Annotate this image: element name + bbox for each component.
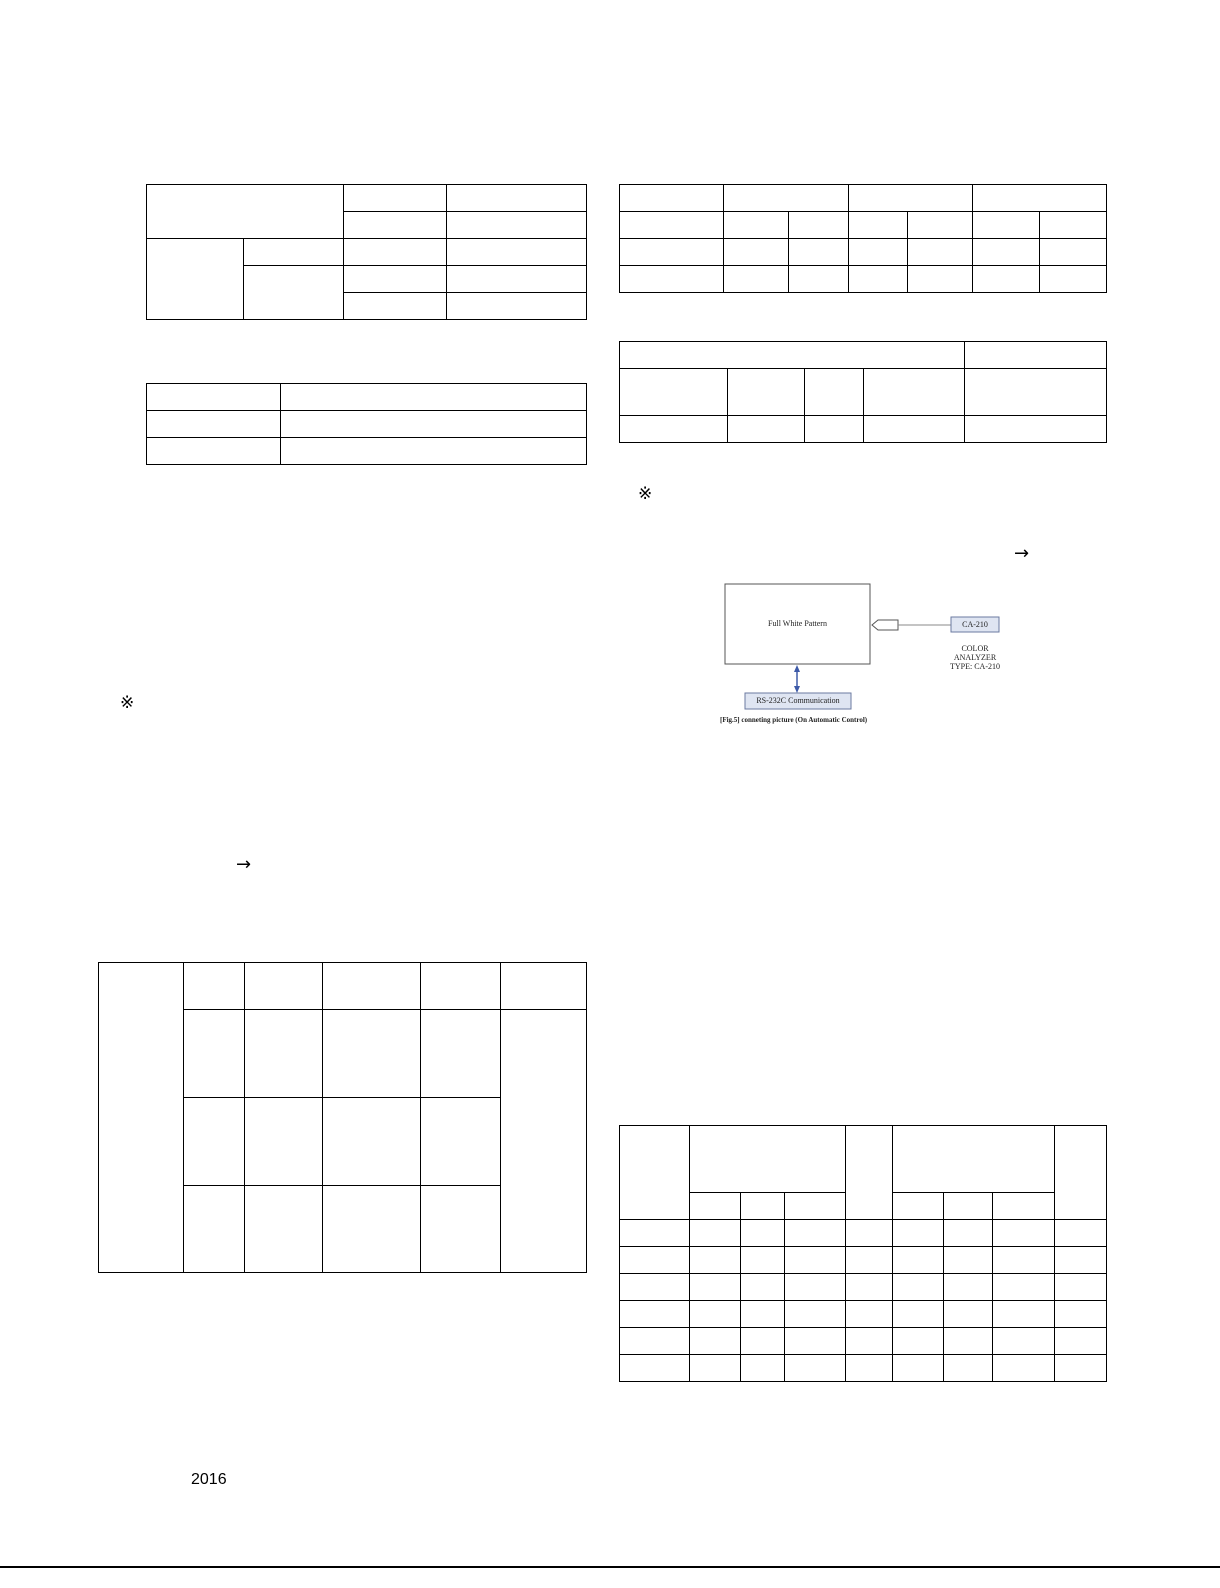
- table-row: [620, 342, 1107, 369]
- table-cell: [993, 1355, 1055, 1382]
- table-cell: [147, 185, 344, 239]
- table-cell: [741, 1355, 785, 1382]
- table-cell: [1040, 239, 1107, 266]
- table-cell: [620, 369, 728, 416]
- table-cell: [344, 266, 447, 293]
- table-cell: [973, 266, 1040, 293]
- table-cell: [864, 416, 965, 443]
- table-cell: [724, 239, 789, 266]
- table-cell: [245, 1186, 323, 1273]
- table-cell: [1055, 1328, 1107, 1355]
- table-cell: [99, 963, 184, 1273]
- table-row: [147, 384, 587, 411]
- table-cell: [846, 1126, 893, 1220]
- table-cell: [184, 1098, 245, 1186]
- table-cell: [620, 1328, 690, 1355]
- table-cell: [789, 266, 849, 293]
- table-cell: [805, 369, 864, 416]
- table-cell: [1040, 266, 1107, 293]
- table-row: [620, 1301, 1107, 1328]
- figure-caption: [Fig.5] conneting picture (On Automatic Control): [720, 716, 868, 724]
- table-cell: [973, 212, 1040, 239]
- table-cell: [690, 1247, 741, 1274]
- table-cell: [147, 438, 281, 465]
- table-row: [99, 963, 587, 1010]
- table-cell: [846, 1274, 893, 1301]
- table-cell: [893, 1328, 944, 1355]
- table-row: [620, 266, 1107, 293]
- table-cell: [893, 1193, 944, 1220]
- table-cell: [245, 963, 323, 1010]
- table-cell: [785, 1355, 846, 1382]
- table-cell: [447, 239, 587, 266]
- table-cell: [741, 1220, 785, 1247]
- table-row: [620, 212, 1107, 239]
- table-cell: [864, 369, 965, 416]
- table-cell: [620, 185, 724, 212]
- arrow-glyph-right: →: [1014, 543, 1030, 564]
- arrow-up-icon: [794, 665, 800, 672]
- table-cell: [849, 185, 973, 212]
- table-cell: [323, 1186, 421, 1273]
- table-cell: [965, 369, 1107, 416]
- table-cell: [184, 1010, 245, 1098]
- table-cell: [184, 1186, 245, 1273]
- table-cell: [893, 1355, 944, 1382]
- table-cell: [893, 1126, 1055, 1193]
- table-cell: [147, 411, 281, 438]
- table-cell: [620, 342, 965, 369]
- table-cell: [620, 1274, 690, 1301]
- table-row: [620, 1274, 1107, 1301]
- table-cell: [1055, 1355, 1107, 1382]
- table-row: [620, 1220, 1107, 1247]
- table-cell: [245, 1098, 323, 1186]
- table-cell: [785, 1301, 846, 1328]
- table-row: [620, 416, 1107, 443]
- table-row: [147, 239, 587, 266]
- table-cell: [447, 266, 587, 293]
- table-cell: [690, 1355, 741, 1382]
- table-cell: [993, 1247, 1055, 1274]
- table-cell: [447, 212, 587, 239]
- table-row: [147, 185, 587, 212]
- table-cell: [993, 1274, 1055, 1301]
- table-cell: [620, 1220, 690, 1247]
- table-cell: [785, 1247, 846, 1274]
- table-cell: [620, 1355, 690, 1382]
- table-cell: [620, 212, 724, 239]
- table-cell: [846, 1355, 893, 1382]
- table-cell: [908, 239, 973, 266]
- table-cell: [1055, 1301, 1107, 1328]
- table-cell: [785, 1328, 846, 1355]
- table-cell: [741, 1328, 785, 1355]
- table-e: [619, 341, 1107, 443]
- table-cell: [944, 1355, 993, 1382]
- table-cell: [846, 1301, 893, 1328]
- table-cell: [281, 438, 587, 465]
- table-cell: [1055, 1126, 1107, 1220]
- rs232-label: RS-232C Communication: [756, 696, 840, 705]
- table-cell: [846, 1220, 893, 1247]
- table-cell: [421, 1010, 501, 1098]
- table-cell: [944, 1247, 993, 1274]
- table-cell: [147, 239, 244, 320]
- table-cell: [323, 1010, 421, 1098]
- table-cell: [944, 1274, 993, 1301]
- table-row: [620, 1247, 1107, 1274]
- table-row: [620, 185, 1107, 212]
- table-cell: [789, 239, 849, 266]
- table-cell: [849, 266, 908, 293]
- table-cell: [620, 1247, 690, 1274]
- table-b: [146, 383, 587, 465]
- table-cell: [1055, 1220, 1107, 1247]
- table-row: [620, 1355, 1107, 1382]
- probe-icon: [872, 620, 898, 630]
- table-cell: [147, 384, 281, 411]
- table-cell: [690, 1126, 846, 1193]
- table-cell: [323, 1098, 421, 1186]
- table-cell: [944, 1220, 993, 1247]
- table-cell: [724, 185, 849, 212]
- reference-mark: ※: [120, 693, 135, 713]
- table-row: [620, 1328, 1107, 1355]
- table-cell: [973, 239, 1040, 266]
- table-c: [98, 962, 587, 1273]
- table-cell: [741, 1301, 785, 1328]
- table-cell: [728, 416, 805, 443]
- table-cell: [789, 212, 849, 239]
- table-cell: [1040, 212, 1107, 239]
- table-cell: [620, 239, 724, 266]
- table-cell: [944, 1301, 993, 1328]
- table-cell: [690, 1301, 741, 1328]
- table-cell: [344, 239, 447, 266]
- table-cell: [184, 963, 245, 1010]
- table-cell: [908, 266, 973, 293]
- table-cell: [785, 1220, 846, 1247]
- table-cell: [965, 342, 1107, 369]
- table-cell: [421, 1098, 501, 1186]
- table-cell: [893, 1247, 944, 1274]
- table-cell: [344, 293, 447, 320]
- reference-mark-right: ※: [638, 484, 653, 504]
- table-cell: [993, 1220, 1055, 1247]
- table-cell: [908, 212, 973, 239]
- table-cell: [785, 1274, 846, 1301]
- table-cell: [690, 1220, 741, 1247]
- table-cell: [893, 1301, 944, 1328]
- table-cell: [944, 1193, 993, 1220]
- table-cell: [805, 416, 864, 443]
- table-cell: [993, 1193, 1055, 1220]
- table-cell: [620, 416, 728, 443]
- table-cell: [447, 293, 587, 320]
- pattern-label: Full White Pattern: [768, 619, 827, 628]
- table-cell: [447, 185, 587, 212]
- analyzer-caption-2: ANALYZER: [953, 653, 997, 662]
- table-cell: [323, 963, 421, 1010]
- analyzer-box-label: CA-210: [962, 620, 988, 629]
- table-cell: [244, 239, 344, 266]
- table-cell: [724, 266, 789, 293]
- table-row: [620, 369, 1107, 416]
- table-cell: [690, 1328, 741, 1355]
- table-cell: [741, 1274, 785, 1301]
- table-cell: [344, 212, 447, 239]
- table-cell: [993, 1328, 1055, 1355]
- table-cell: [281, 384, 587, 411]
- table-cell: [849, 212, 908, 239]
- table-cell: [620, 1301, 690, 1328]
- analyzer-caption-1: COLOR: [961, 644, 989, 653]
- table-row: [147, 411, 587, 438]
- table-cell: [849, 239, 908, 266]
- table-cell: [893, 1274, 944, 1301]
- table-cell: [620, 266, 724, 293]
- table-row: [620, 239, 1107, 266]
- table-cell: [741, 1247, 785, 1274]
- table-cell: [846, 1247, 893, 1274]
- table-cell: [421, 963, 501, 1010]
- table-cell: [785, 1193, 846, 1220]
- table-cell: [244, 266, 344, 320]
- table-cell: [993, 1301, 1055, 1328]
- table-cell: [690, 1274, 741, 1301]
- table-cell: [724, 212, 789, 239]
- table-cell: [944, 1328, 993, 1355]
- table-cell: [501, 1010, 587, 1273]
- arrow-down-icon: [794, 686, 800, 693]
- table-cell: [965, 416, 1107, 443]
- table-cell: [1055, 1274, 1107, 1301]
- table-row: [147, 438, 587, 465]
- arrow-glyph: →: [236, 854, 252, 875]
- table-d: [619, 184, 1107, 293]
- table-cell: [893, 1220, 944, 1247]
- footer-rule: [0, 1566, 1220, 1568]
- table-cell: [973, 185, 1107, 212]
- table-cell: [690, 1193, 741, 1220]
- table-cell: [421, 1186, 501, 1273]
- table-cell: [1055, 1247, 1107, 1274]
- table-cell: [501, 963, 587, 1010]
- connection-figure: [700, 578, 1030, 734]
- table-cell: [620, 1126, 690, 1220]
- table-cell: [741, 1193, 785, 1220]
- table-cell: [846, 1328, 893, 1355]
- table-cell: [728, 369, 805, 416]
- table-cell: [281, 411, 587, 438]
- table-cell: [344, 185, 447, 212]
- table-a: [146, 184, 587, 320]
- table-f: [619, 1125, 1107, 1382]
- analyzer-caption-3: TYPE: CA-210: [950, 662, 1000, 671]
- table-row: [620, 1126, 1107, 1193]
- footer-year: 2016: [191, 1471, 227, 1488]
- table-cell: [245, 1010, 323, 1098]
